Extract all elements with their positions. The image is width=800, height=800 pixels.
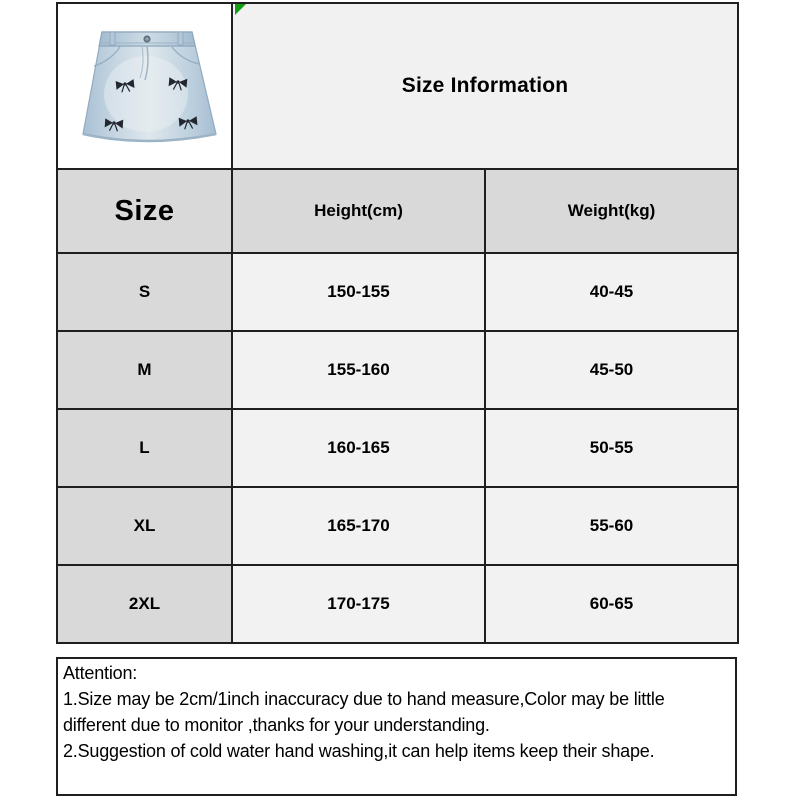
page-title: Size Information [401,74,569,97]
attention-line: different due to monitor ,thanks for your understanding. [63,715,490,735]
title-cell [232,3,738,169]
attention-line: 2.Suggestion of cold water hand washing,it can help items keep their shape. [63,741,655,761]
green-corner-marker [235,4,246,15]
attention-line: 1.Size may be 2cm/1inch inaccuracy due to hand measure,Color may be little [63,689,665,709]
denim-skirt-product-image [58,6,232,166]
height-value: 160-165 [232,409,485,487]
table-row-l [57,409,738,487]
header-row [57,169,738,253]
table-row-xl [57,487,738,565]
height-value: 155-160 [232,331,485,409]
size-label: 2XL [57,565,232,643]
height-value: 170-175 [232,565,485,643]
top-row [57,3,738,169]
table-row-2xl [57,565,738,643]
column-header-size: Size [57,169,232,253]
weight-value: 40-45 [485,253,738,331]
table-row-m [57,331,738,409]
column-header-weight: Weight(kg) [485,169,738,253]
product-image-cell [57,3,232,169]
column-header-height: Height(cm) [232,169,485,253]
weight-value: 45-50 [485,331,738,409]
table-row-s [57,253,738,331]
size-label: XL [57,487,232,565]
weight-value: 50-55 [485,409,738,487]
attention-box [56,657,737,796]
height-value: 165-170 [232,487,485,565]
weight-value: 60-65 [485,565,738,643]
size-label: L [57,409,232,487]
attention-heading: Attention: [63,663,138,683]
size-table [56,2,739,644]
height-value: 150-155 [232,253,485,331]
size-label: M [57,331,232,409]
weight-value: 55-60 [485,487,738,565]
size-label: S [57,253,232,331]
